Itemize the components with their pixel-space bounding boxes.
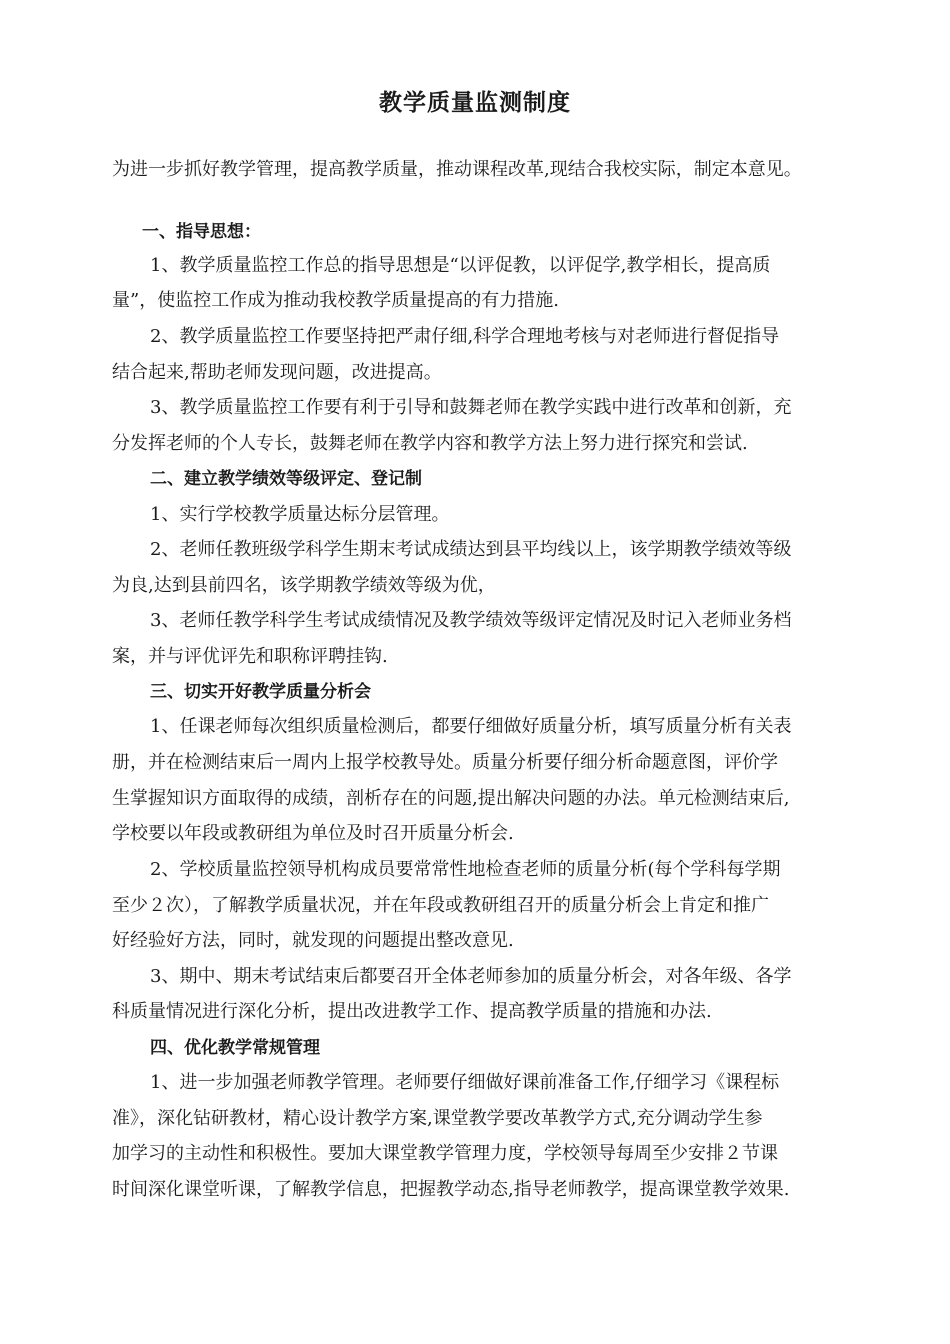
paragraph-line: 量”，使监控工作成为推动我校教学质量提高的有力措施. — [112, 290, 559, 311]
section-heading: 三、切实开好教学质量分析会 — [150, 682, 371, 702]
paragraph-line: 科质量情况进行深化分析，提出改进教学工作、提高教学质量的措施和办法. — [112, 1001, 712, 1022]
paragraph-line: 3、期中、期末考试结束后都要召开全体老师参加的质量分析会，对各年级、各学 — [150, 966, 792, 987]
paragraph-line: 1、任课老师每次组织质量检测后，都要仔细做好质量分析，填写质量分析有关表 — [150, 716, 792, 737]
section-heading: 一、指导思想： — [142, 222, 261, 242]
intro-paragraph: 为进一步抓好教学管理，提高教学质量，推动课程改革,现结合我校实际，制定本意见。 — [112, 159, 802, 180]
paragraph-line: 2、教学质量监控工作要坚持把严肃仔细,科学合理地考核与对老师进行督促指导 — [150, 326, 780, 347]
document-title: 教学质量监测制度 — [379, 90, 571, 116]
paragraph-line: 学校要以年段或教研组为单位及时召开质量分析会. — [112, 823, 514, 844]
paragraph-line: 至少２次），了解教学质量状况，并在年段或教研组召开的质量分析会上肯定和推广 — [112, 895, 769, 916]
paragraph-line: 案，并与评优评先和职称评聘挂钩. — [112, 646, 388, 667]
paragraph-line: 2、学校质量监控领导机构成员要常常性地检查老师的质量分析(每个学科每学期 — [150, 859, 781, 880]
section-heading: 二、建立教学绩效等级评定、登记制 — [150, 469, 422, 489]
paragraph-line: 时间深化课堂听课，了解教学信息，把握教学动态,指导老师教学，提高课堂教学效果. — [112, 1179, 790, 1200]
paragraph-line: 2、老师任教班级学科学生期末考试成绩达到县平均线以上，该学期教学绩效等级 — [150, 539, 792, 560]
paragraph-line: 1、进一步加强老师教学管理。老师要仔细做好课前准备工作,仔细学习《课程标 — [150, 1072, 780, 1093]
paragraph-line: 准》，深化钻研教材，精心设计教学方案,课堂教学要改革教学方式,充分调动学生参 — [112, 1108, 763, 1129]
paragraph-line: 3、老师任教学科学生考试成绩情况及教学绩效等级评定情况及时记入老师业务档 — [150, 610, 792, 631]
paragraph-line: 生掌握知识方面取得的成绩，剖析存在的问题,提出解决问题的办法。单元检测结束后, — [112, 788, 790, 809]
paragraph-line: 分发挥老师的个人专长，鼓舞老师在教学内容和教学方法上努力进行探究和尝试. — [112, 433, 748, 454]
paragraph-line: 1、教学质量监控工作总的指导思想是“以评促教，以评促学,教学相长，提高质 — [150, 255, 771, 276]
paragraph-line: 加学习的主动性和积极性。要加大课堂教学管理力度，学校领导每周至少安排２节课 — [112, 1143, 778, 1164]
paragraph-line: 1、实行学校教学质量达标分层管理。 — [150, 504, 450, 525]
paragraph-line: 为良,达到县前四名，该学期教学绩效等级为优， — [112, 575, 496, 596]
section-heading: 四、优化教学常规管理 — [150, 1038, 320, 1058]
paragraph-line: 册，并在检测结束后一周内上报学校教导处。质量分析要仔细分析命题意图，评价学 — [112, 752, 778, 773]
paragraph-line: 3、教学质量监控工作要有利于引导和鼓舞老师在教学实践中进行改革和创新，充 — [150, 397, 792, 418]
paragraph-line: 结合起来,帮助老师发现问题，改进提高。 — [112, 362, 442, 383]
paragraph-line: 好经验好方法，同时，就发现的问题提出整改意见. — [112, 930, 514, 951]
